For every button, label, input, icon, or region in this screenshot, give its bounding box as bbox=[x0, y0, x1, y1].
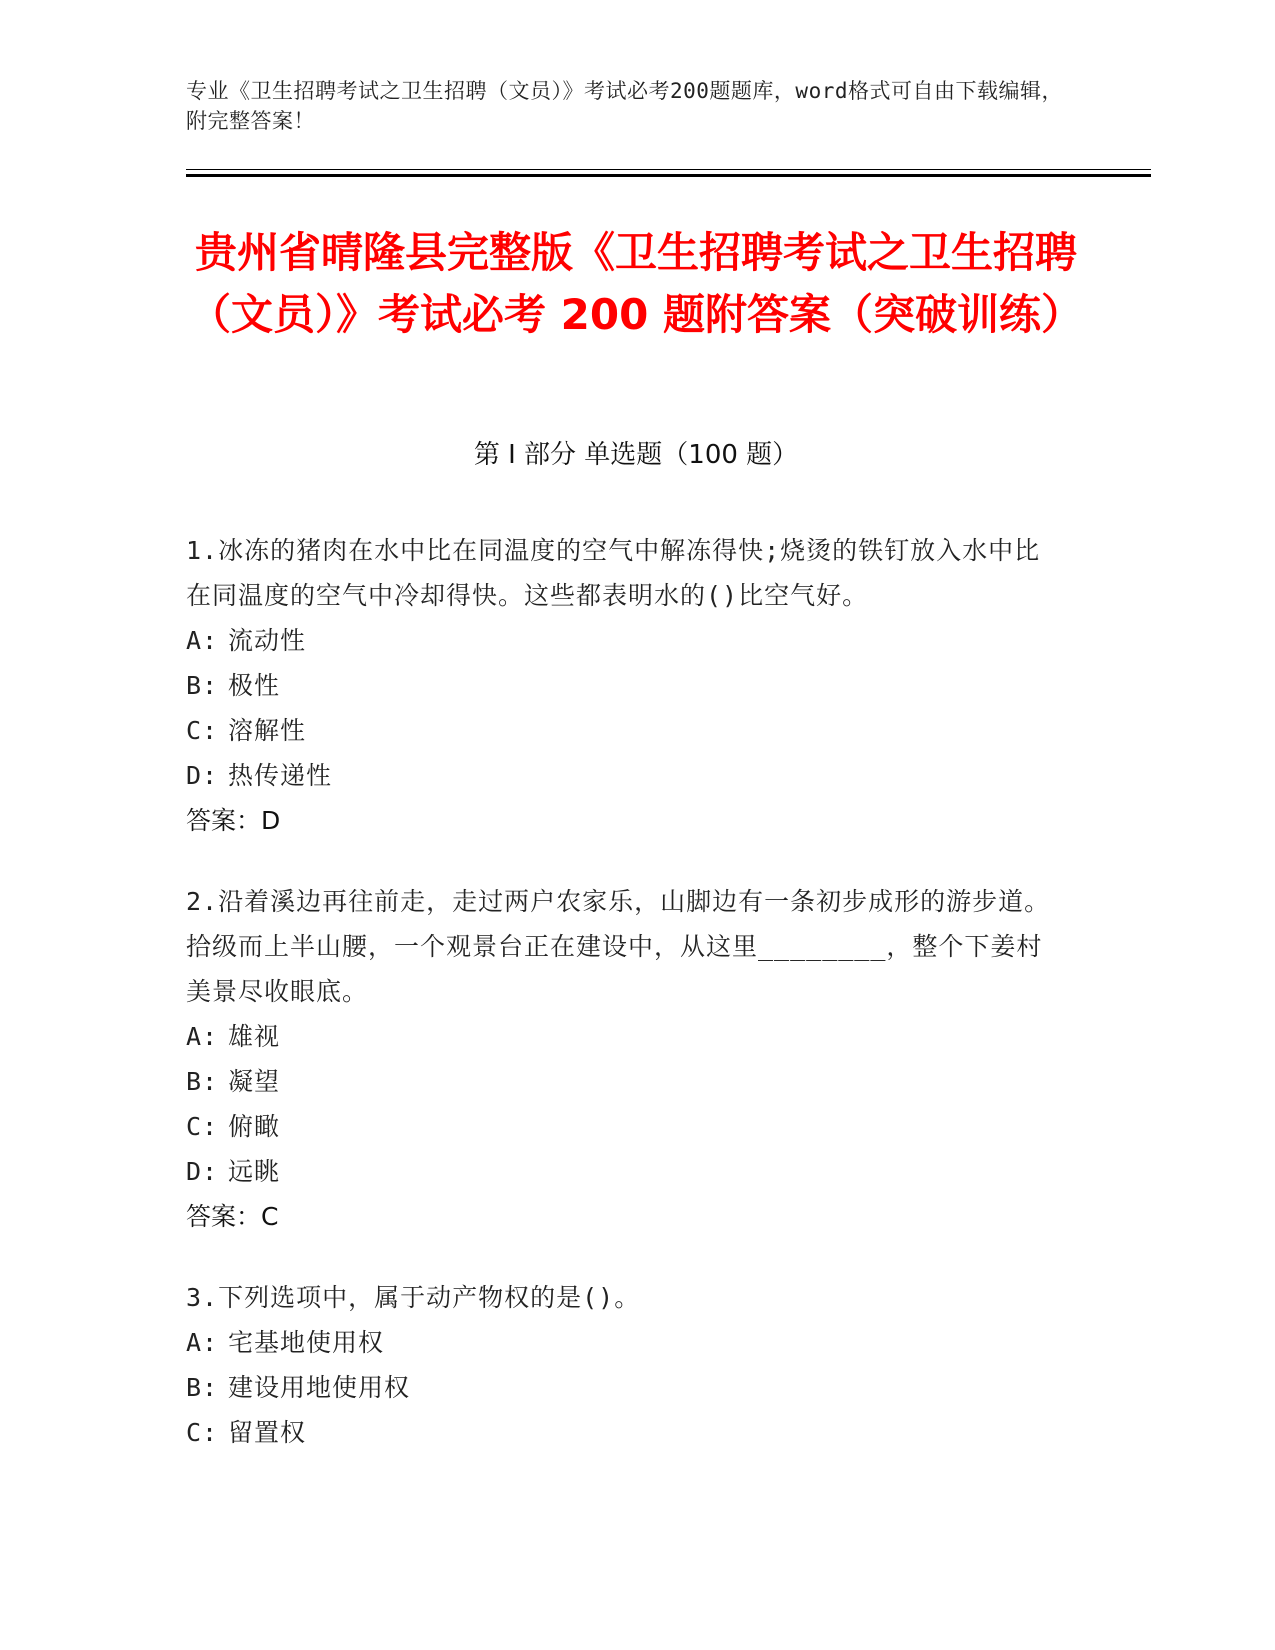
option-letter: A: bbox=[186, 1022, 219, 1051]
option-letter: B: bbox=[186, 1373, 219, 1402]
option-letter: D: bbox=[186, 1157, 219, 1186]
option-c bbox=[186, 1104, 1066, 1149]
option-text: 留置权 bbox=[228, 1418, 307, 1447]
option-letter: C: bbox=[186, 1112, 219, 1141]
option-a bbox=[186, 1014, 1066, 1059]
option-text: 凝望 bbox=[228, 1067, 281, 1096]
option-text: 远眺 bbox=[228, 1157, 281, 1186]
option-text: 溶解性 bbox=[228, 716, 307, 745]
option-text: 极性 bbox=[228, 671, 281, 700]
option-letter: A: bbox=[186, 1328, 219, 1357]
question-stem: 3.下列选项中，属于动产物权的是()。 bbox=[186, 1283, 641, 1312]
option-text: 热传递性 bbox=[228, 761, 333, 790]
option-c bbox=[186, 1410, 1066, 1455]
question-item bbox=[186, 1275, 1066, 1455]
document-title: 贵州省晴隆县完整版《卫生招聘考试之卫生招聘（文员）》考试必考 200 题附答案（突破训练） bbox=[189, 228, 1083, 339]
question-item bbox=[186, 879, 1066, 1239]
question-stem: 1.冰冻的猪肉在水中比在同温度的空气中解冻得快;烧烫的铁钉放入水中比在同温度的空气中冷却得快。这些都表明水的()比空气好。 bbox=[186, 536, 1041, 610]
question-list bbox=[186, 528, 1066, 1491]
header-rule-thin bbox=[186, 169, 1151, 170]
option-text: 宅基地使用权 bbox=[228, 1328, 385, 1357]
option-b bbox=[186, 663, 1066, 708]
option-c bbox=[186, 708, 1066, 753]
header-rule-thick bbox=[186, 174, 1151, 177]
option-b bbox=[186, 1365, 1066, 1410]
option-letter: D: bbox=[186, 761, 219, 790]
option-text: 流动性 bbox=[228, 626, 307, 655]
option-a bbox=[186, 1320, 1066, 1365]
option-d bbox=[186, 1149, 1066, 1194]
option-letter: B: bbox=[186, 671, 219, 700]
option-b bbox=[186, 1059, 1066, 1104]
option-letter: C: bbox=[186, 1418, 219, 1447]
answer-line: 答案：D bbox=[186, 806, 281, 835]
option-text: 建设用地使用权 bbox=[228, 1373, 411, 1402]
question-stem: 2.沿着溪边再往前走，走过两户农家乐，山脚边有一条初步成形的游步道。拾级而上半山腰，一个观景台正在建设中，从这里________，整个下姜村美景尽收眼底。 bbox=[186, 887, 1051, 1006]
option-text: 俯瞰 bbox=[228, 1112, 281, 1141]
answer-line: 答案：C bbox=[186, 1202, 279, 1231]
section-heading: 第 I 部分 单选题（100 题） bbox=[473, 440, 799, 470]
option-letter: A: bbox=[186, 626, 219, 655]
question-item bbox=[186, 528, 1066, 843]
option-letter: C: bbox=[186, 716, 219, 745]
header-note: 专业《卫生招聘考试之卫生招聘（文员）》考试必考200题题库，word格式可自由下载编辑，附完整答案！ bbox=[186, 79, 1063, 133]
option-a bbox=[186, 618, 1066, 663]
option-letter: B: bbox=[186, 1067, 219, 1096]
option-text: 雄视 bbox=[228, 1022, 281, 1051]
option-d bbox=[186, 753, 1066, 798]
